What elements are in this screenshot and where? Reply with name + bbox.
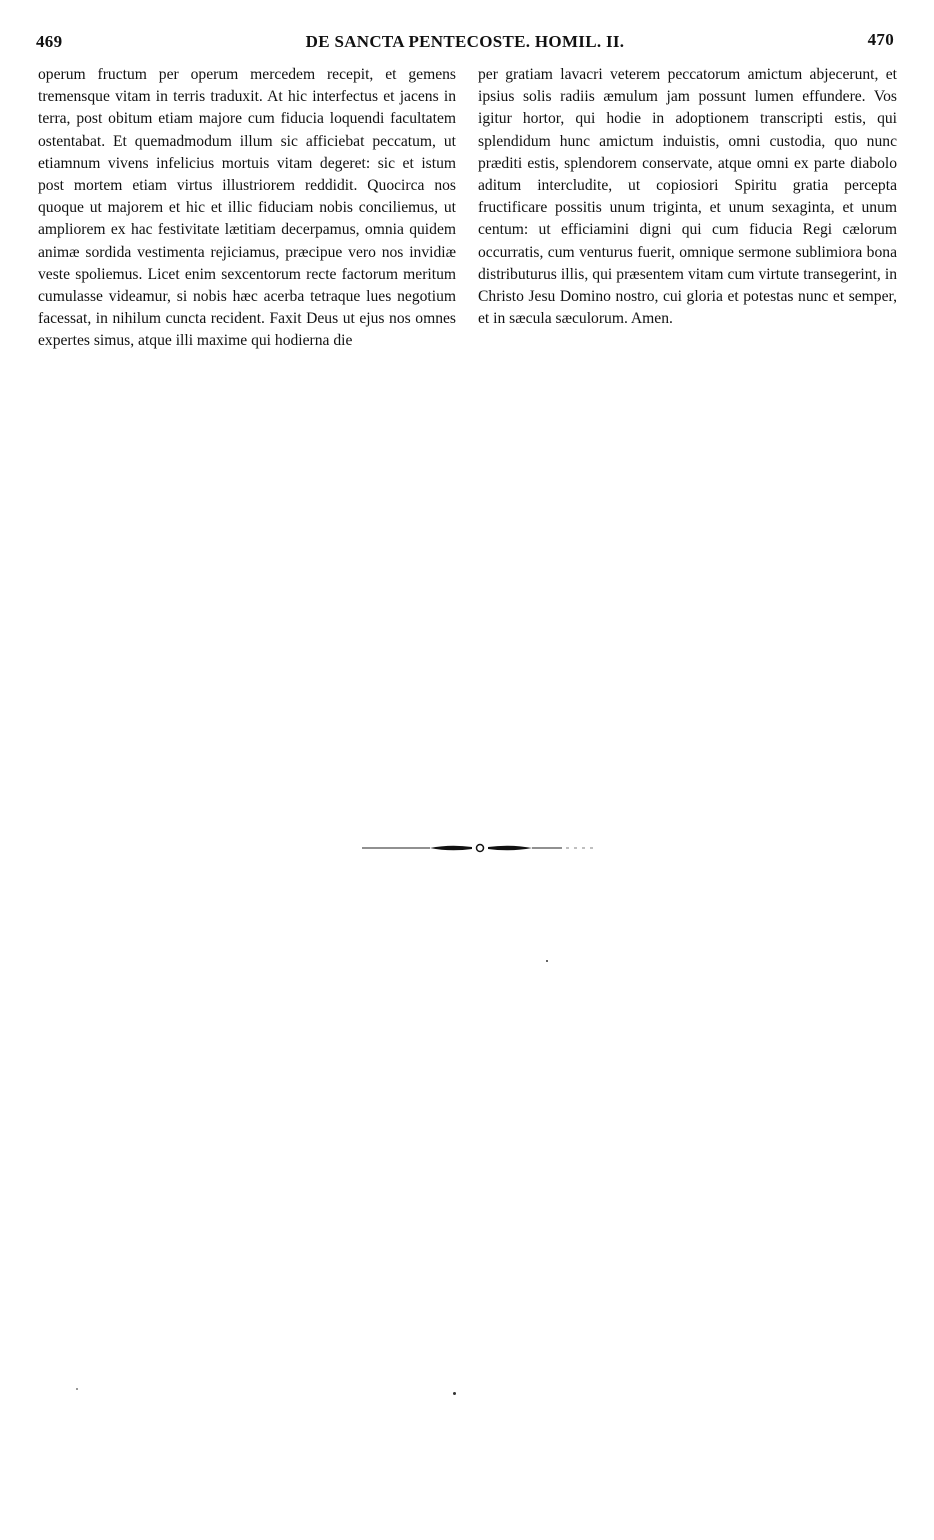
paper-speck — [546, 960, 548, 962]
section-divider-ornament — [362, 838, 602, 858]
running-title: DE SANCTA PENTECOSTE. HOMIL. II. — [305, 32, 625, 51]
right-column-text: per gratiam lavacri veterem peccatorum amictum abjecerunt, et ipsius solis radiis æmulum jam possunt lumen effundere. Vos igitur hortor, qui hodie in adoptionem transcripti estis, qui splendidum hunc amictum induistis, omni custodia, quo nunc præditi estis, splendorem conservate, atque omni ex parte diabolo aditum intercludite, ut copiosiori Spiritu gratia percepta fructificare possitis unum triginta, et unum sexaginta, et unum centum: ut efficiamini digni qui cum fiducia Regi cælorum occurratis, cum venturus fuerit, omnique sermone sublimiora bona distributurus illis, qui præsentem vitam cum virtute transegerint, in Christo Jesu Domino nostro, cui gloria et potestas nunc et semper, et in sæcula sæculorum. Amen. — [478, 66, 897, 328]
page-number-left: 469 — [36, 32, 63, 51]
left-column-text: operum fructum per operum mercedem recepit, et gemens tremensque vitam in terris traduxit. At hic interfectus et jacens in terra, post obitum etiam majore cum fiducia loquendi facultatem ostentabat. Et quemadmodum illum sic afficiebat peccatum, ut etiamnum vivens infelicius mortuis vitam degeret: sic et istum post mortem etiam virtus illustriorem reddidit. Quocirca nos quoque ut majorem et hic et illic fiduciam nobis conciliemus, ut ampliorem ex hac festivitate lætitiam decerpamus, omnia quidem animæ sordida vestimenta rejiciamus, præcipue vero nos invidiæ veste spoliemus. Licet enim sexcentorum recte factorum meritum cumulasse videamur, si nobis hæc acerba tetraque lues negotium facessat, in nihilum cuncta recident. Faxit Deus ut ejus nos omnes expertes simus, atque illi maxime qui hodierna die — [38, 66, 456, 350]
paper-speck — [453, 1392, 456, 1395]
text-column-right — [478, 64, 897, 330]
paper-speck — [76, 1388, 78, 1390]
page-header — [36, 30, 894, 56]
text-column-left — [38, 64, 456, 353]
page-number-right: 470 — [867, 30, 894, 49]
